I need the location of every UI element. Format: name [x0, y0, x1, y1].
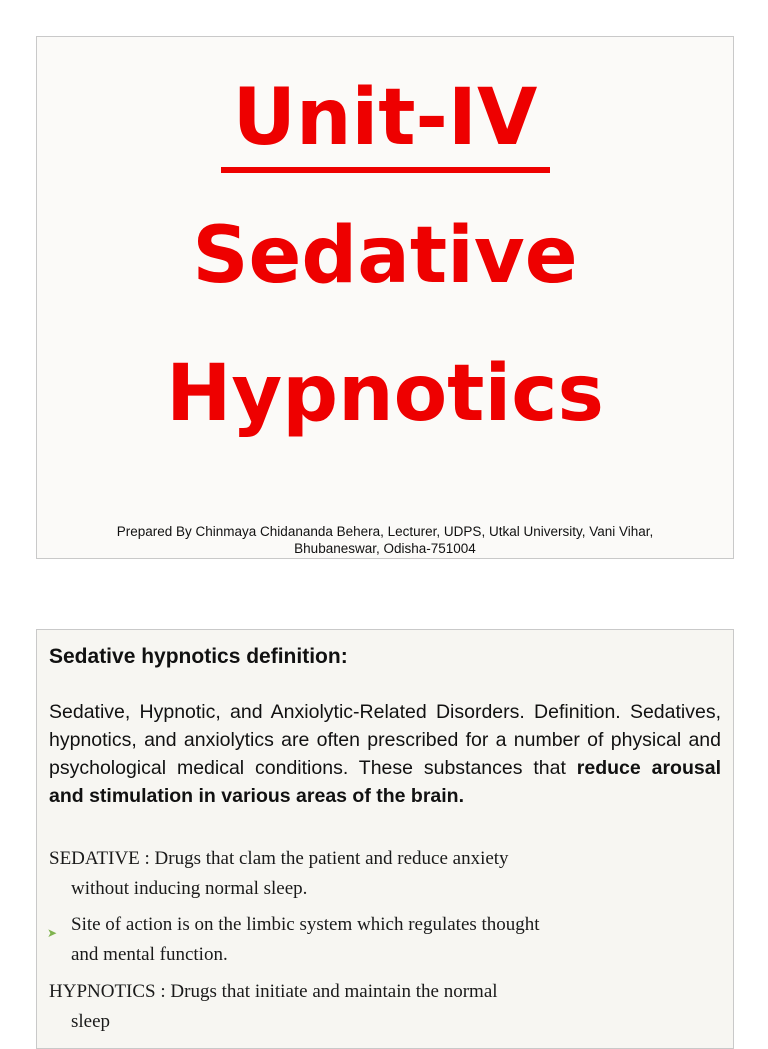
slide-heading: Sedative hypnotics definition: — [49, 645, 348, 668]
topic-title-line1: Sedative — [192, 211, 578, 301]
sedative-definition-line2: without inducing normal sleep. — [71, 878, 308, 899]
title-underline — [221, 167, 550, 173]
definition-slide — [36, 629, 734, 1049]
arrow-bullet-icon: ➤ — [47, 926, 58, 940]
unit-title: Unit-IV — [232, 73, 538, 163]
title-slide — [36, 36, 734, 559]
bullet-line1: Site of action is on the limbic system which regulates thought — [71, 914, 540, 935]
paragraph-text: Sedative, Hypnotic, and Anxiolytic-Related Disorders. Definition. Sedatives, hypnotics, and anxiolytics are often prescribed for a number of physical and psychological medical conditions. These substances that — [49, 701, 721, 779]
hypnotics-definition-line1: HYPNOTICS : Drugs that initiate and maintain the normal — [49, 981, 498, 1002]
sedative-definition-line1: SEDATIVE : Drugs that clam the patient and reduce anxiety — [49, 848, 509, 869]
author-credit-line2: Bhubaneswar, Odisha-751004 — [294, 541, 476, 556]
limbic-bullet — [47, 910, 717, 970]
author-credit-line1: Prepared By Chinmaya Chidananda Behera, Lecturer, UDPS, Utkal University, Vani Vihar, — [116, 524, 654, 539]
hypnotics-definition-line2: sleep — [71, 1011, 111, 1032]
hypnotics-definition — [49, 977, 713, 1037]
topic-title-line2: Hypnotics — [166, 349, 604, 439]
bullet-line2: and mental function. — [71, 944, 228, 965]
sedative-definition — [49, 844, 713, 904]
paragraph-emphasis: reduce arousal and stimulation in various areas of the brain. — [49, 757, 721, 807]
author-credit — [57, 523, 713, 557]
definition-paragraph — [49, 698, 721, 810]
